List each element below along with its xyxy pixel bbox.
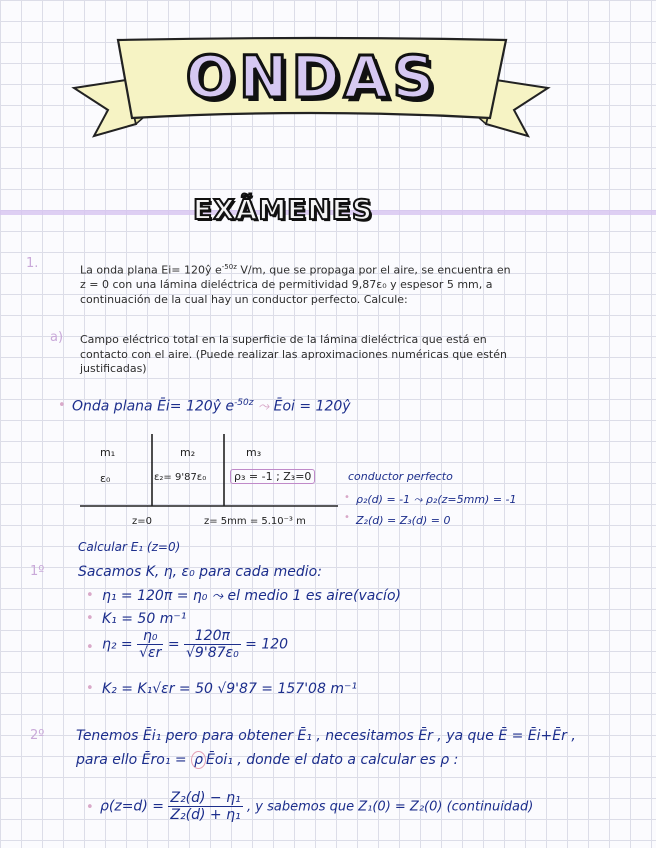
medium-2-label: m₂ [180,446,196,459]
bullet-dot: • [344,492,350,503]
bullet-dot: • [86,611,94,626]
rho-lhs: ρ(z=d) = [100,798,164,815]
problem-exponent: -50z [221,263,237,271]
conductor-note: conductor perfecto [348,470,453,483]
part-a-label: a) [50,330,64,345]
frac-2-bottom: √9'87ε₀ [186,645,239,661]
rho-denominator: Z₂(d) + η₁ [170,807,241,823]
problem-text-1: La onda plana Ei= 120ŷ e [80,263,222,277]
step-2-line-2 [76,752,458,768]
bullet-dot: • [86,800,94,815]
step-1-title: Sacamos K, η, ε₀ para cada medio: [78,564,322,580]
page-title: ONDAS [185,43,439,111]
step-2-number: 2º [30,728,45,743]
wave-exponent: -50z [234,398,254,408]
wave-intro [72,398,351,415]
rho-condition: ρ₂(d) = -1 ⤳ ρ₂(z=5mm) = -1 [356,493,517,506]
bullet-dot: • [86,681,94,696]
eta-2-result: = 120 [245,636,289,653]
z-thickness-label: z= 5mm = 5.10⁻³ m [204,516,306,527]
eta-2-frac-2 [184,628,241,661]
frac-1-bottom: √εr [139,645,162,661]
medium-2-eps: ε₂= 9'87ε₀ [154,472,207,483]
part-a-line-2: contacto con el aire. (Puede realizar las aproximaciones numéricas que estén [80,347,507,361]
k-1-line: K₁ = 50 m⁻¹ [102,611,187,627]
step-2-line-2a: para ello Ēro₁ = [76,752,192,768]
rho-circled: ρ [191,751,206,769]
part-a-statement [80,333,640,377]
medium-1-eps: ε₀ [100,472,111,485]
bullet-dot: • [86,640,94,655]
section-subtitle: EXÃMENES [192,193,374,226]
step-2-line-1: Tenemos Ēi₁ pero para obtener Ē₁ , necesitamos Ēr , ya que Ē = Ēi+Ēr , [76,728,576,744]
bullet-dot: • [86,588,94,603]
medium-3-condition: ρ₃ = -1 ; Z₃=0 [230,469,315,484]
problem-line-3: continuación de la cual hay un conductor perfecto. Calcule: [80,292,408,306]
step-1-number: 1º [30,564,45,579]
frac-1-top: η₀ [137,628,163,645]
problem-line-1 [80,260,640,278]
calc-label: Calcular E₁ (z=0) [78,540,181,554]
medium-3-box [230,470,315,483]
bullet-dot: • [58,398,66,413]
frac-2-top: 120π [184,628,241,645]
problem-statement [80,260,640,307]
rho-numerator: Z₂(d) − η₁ [170,790,241,806]
eta-2-frac-1 [137,628,163,661]
impedance-condition: Z₂(d) = Z₃(d) = 0 [356,514,451,527]
problem-line-2: z = 0 con una lámina dieléctrica de permitividad 9,87ε₀ y espesor 5 mm, a [80,278,493,292]
rho-note: , y sabemos que Z₁(0) = Z₂(0) (continuidad) [247,799,534,815]
eta-2-line [102,628,288,661]
medium-3-label: m₃ [246,446,262,459]
rho-formula [100,790,533,823]
eta-1-line: η₁ = 120π = η₀ ⤳ el medio 1 es aire(vacío) [102,588,401,604]
wave-result: Ēoi = 120ŷ [273,398,351,415]
rho-fraction [168,790,242,823]
eta-2-lhs: η₂ = [102,636,133,653]
arrow-icon: ⤳ [257,398,270,415]
wave-intro-text: Onda plana Ēi= 120ŷ e [72,398,235,415]
part-a-line-1: Campo eléctrico total en la superficie de la lámina dieléctrica que está en [80,333,487,346]
part-a-line-3: justificadas) [80,362,147,375]
step-2-line-2c: Ēoi₁ , donde el dato a calcular es ρ : [205,752,459,768]
medium-1-label: m₁ [100,446,116,459]
problem-text-2: V/m, que se propaga por el aire, se encuentra en [236,263,511,277]
problem-number: 1. [26,256,39,271]
bullet-dot: • [344,512,350,523]
k-2-line: K₂ = K₁√εr = 50 √9'87 = 157'08 m⁻¹ [102,681,357,697]
equals-sign: = [167,636,180,653]
z-zero-label: z=0 [132,516,152,527]
